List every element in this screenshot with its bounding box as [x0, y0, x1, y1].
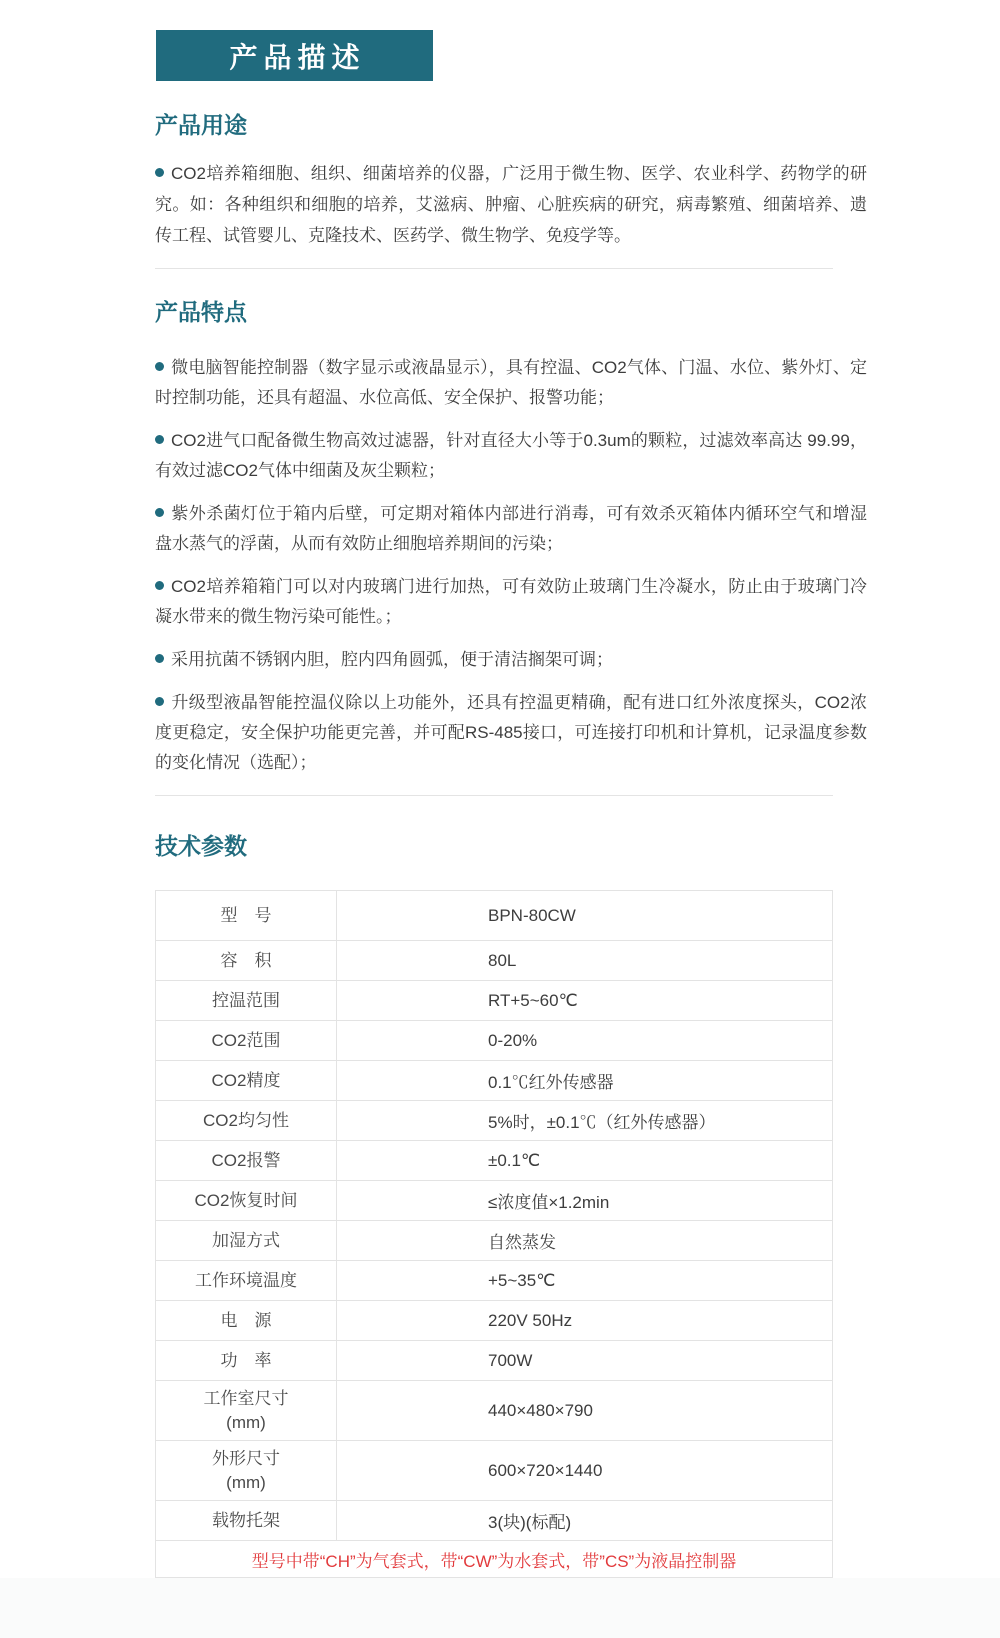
feature-paragraph	[155, 688, 867, 778]
row-value: 80L	[488, 950, 517, 970]
row-value: 700W	[488, 1350, 533, 1370]
row-label	[156, 941, 337, 980]
feature-text: 采用抗菌不锈钢内胆，腔内四角圆弧，便于清洁搁架可调；	[171, 650, 613, 669]
table-row	[156, 1141, 832, 1181]
row-label-text: 电 源	[220, 1310, 272, 1330]
table-row	[156, 1261, 832, 1301]
row-label-text: 加湿方式	[212, 1230, 280, 1250]
bullet-icon	[155, 168, 164, 177]
row-label-text: CO2报警	[211, 1150, 281, 1170]
table-row	[156, 1021, 832, 1061]
row-label	[156, 1261, 337, 1300]
table-row	[156, 941, 832, 981]
row-value: 600×720×1440	[488, 1460, 603, 1480]
row-label	[156, 1141, 337, 1180]
section-divider	[155, 268, 833, 269]
row-label	[156, 1441, 337, 1500]
row-label-text: CO2恢复时间	[194, 1190, 298, 1210]
feature-text: 升级型液晶智能控温仪除以上功能外，还具有控温更精确，配有进口红外浓度探头，CO2浓度更稳定，安全保护功能更完善，并可配RS-485接口，可连接打印机和计算机，记录温度参数的变化情况（选配）；	[155, 693, 867, 772]
feature-list	[155, 353, 867, 791]
row-value: ≤浓度值×1.2min	[488, 1193, 610, 1212]
feature-paragraph	[155, 499, 867, 559]
table-row	[156, 1101, 832, 1141]
params-table-rows	[156, 891, 832, 1541]
row-label	[156, 1021, 337, 1060]
row-label	[156, 891, 337, 940]
table-footnote: 型号中带“CH”为气套式，带“CW”为水套式，带”CS”为液晶控制器	[251, 1551, 737, 1571]
usage-paragraph	[155, 158, 867, 251]
row-label	[156, 1061, 337, 1100]
row-label-text: 控温范围	[212, 990, 280, 1010]
row-label-text: 外形尺寸	[212, 1448, 280, 1468]
table-row	[156, 1441, 832, 1501]
bullet-icon	[155, 508, 164, 517]
bullet-icon	[155, 435, 164, 444]
row-value: 5%时，±0.1℃（红外传感器）	[488, 1113, 716, 1132]
bullet-icon	[155, 697, 164, 706]
row-label-text: CO2均匀性	[203, 1110, 289, 1130]
section-divider	[155, 795, 833, 796]
feature-paragraph	[155, 572, 867, 632]
section-title-features: 产品特点	[155, 299, 247, 325]
row-label	[156, 1341, 337, 1380]
table-row	[156, 1061, 832, 1101]
row-label	[156, 1501, 337, 1540]
row-value: RT+5~60℃	[488, 990, 578, 1010]
row-label-text: 工作室尺寸	[203, 1388, 289, 1408]
feature-text: CO2进气口配备微生物高效过滤器，针对直径大小等于0.3um的颗粒，过滤效率高达 99.99，有效过滤CO2气体中细菌及灰尘颗粒；	[155, 431, 867, 480]
row-label-text: 载物托架	[212, 1510, 280, 1530]
product-description-badge	[156, 30, 433, 81]
usage-text: CO2培养箱细胞、组织、细菌培养的仪器，广泛用于微生物、医学、农业科学、药物学的研究。如：各种组织和细胞的培养，艾滋病、肿瘤、心脏疾病的研究，病毒繁殖、细菌培养、遗传工程、试管婴儿、克隆技术、医药学、微生物学、免疫学等。	[155, 164, 867, 245]
row-value: 自然蒸发	[488, 1233, 556, 1252]
row-label	[156, 981, 337, 1020]
feature-text: CO2培养箱箱门可以对内玻璃门进行加热，可有效防止玻璃门生冷凝水，防止由于玻璃门冷凝水带来的微生物污染可能性。；	[155, 577, 867, 626]
section-title-params: 技术参数	[155, 833, 247, 859]
row-value: 440×480×790	[488, 1400, 593, 1420]
table-row	[156, 1181, 832, 1221]
bullet-icon	[155, 362, 164, 371]
row-label-text: 工作环境温度	[195, 1270, 297, 1290]
row-value: 0-20%	[488, 1030, 538, 1050]
table-row	[156, 1341, 832, 1381]
row-label-text: 型 号	[220, 905, 272, 925]
bullet-icon	[155, 654, 164, 663]
table-row	[156, 981, 832, 1021]
row-label	[156, 1301, 337, 1340]
bullet-icon	[155, 581, 164, 590]
badge-label: 产品描述	[229, 41, 366, 73]
row-label-text: 容 积	[220, 950, 272, 970]
row-label-text: CO2范围	[211, 1030, 281, 1050]
row-label	[156, 1101, 337, 1140]
row-label-text: 功 率	[220, 1350, 272, 1370]
bottom-band	[0, 1578, 1000, 1638]
feature-paragraph	[155, 426, 867, 486]
row-label-sub: (mm)	[226, 1472, 266, 1492]
feature-text: 紫外杀菌灯位于箱内后壁，可定期对箱体内部进行消毒，可有效杀灭箱体内循环空气和增湿盘水蒸气的浮菌，从而有效防止细胞培养期间的污染；	[155, 504, 867, 553]
row-label	[156, 1181, 337, 1220]
table-row	[156, 1221, 832, 1261]
table-row	[156, 1501, 832, 1541]
row-label-sub: (mm)	[226, 1412, 266, 1432]
row-label-text: CO2精度	[211, 1070, 281, 1090]
feature-paragraph	[155, 645, 867, 675]
row-value: 220V 50Hz	[488, 1310, 573, 1330]
row-value: 0.1℃红外传感器	[488, 1073, 614, 1092]
row-label	[156, 1381, 337, 1440]
section-title-usage: 产品用途	[155, 112, 247, 138]
row-value: 3(块)(标配)	[488, 1513, 572, 1532]
feature-text: 微电脑智能控制器（数字显示或液晶显示），具有控温、CO2气体、门温、水位、紫外灯、定时控制功能，还具有超温、水位高低、安全保护、报警功能；	[155, 358, 867, 407]
row-value: BPN-80CW	[488, 905, 576, 925]
table-row	[156, 1381, 832, 1441]
feature-paragraph	[155, 353, 867, 413]
table-row	[156, 891, 832, 941]
row-value: +5~35℃	[488, 1270, 556, 1290]
row-value: ±0.1℃	[488, 1150, 541, 1170]
table-row	[156, 1301, 832, 1341]
row-label	[156, 1221, 337, 1260]
params-table	[155, 890, 833, 1578]
